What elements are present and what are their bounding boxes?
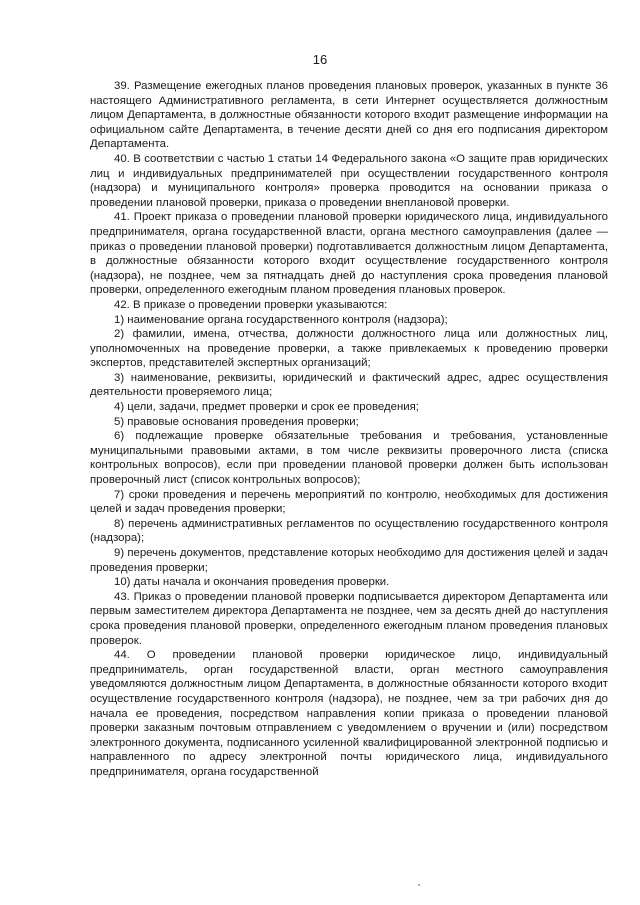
list-item-1: 1) наименование органа государственного контроля (надзора); <box>114 313 448 326</box>
paragraph-41: 41. Проект приказа о проведении плановой проверки юридического лица, индивидуального предпринимателя, органа государственной власти, органа местного самоуправления (далее — приказ о проведении плановой проверки) подготавливается должностным лицом Департамента, в должностные обязанности которого входит осуществление государственного контроля (надзора), не позднее, чем за пятнадцать дней до наступления срока проведения плановой проверки, определенного ежегодным планом проведения плановых проверок. <box>90 211 608 297</box>
list-item-3: 3) наименование, реквизиты, юридический и фактический адрес, адрес осуществления деятельности проверяемого лица; <box>90 371 608 399</box>
list-item-9: 9) перечень документов, представление которых необходимо для достижения целей и задач проведения проверки; <box>90 547 608 574</box>
paragraph-44: 44. О проведении плановой проверки юридическое лицо, индивидуальный предприниматель, орган государственной власти, орган местного самоуправления уведомляются должностным лицом Департамента, в должностные обязанности которого входит осуществление государственного контроля (надзора), не позднее, чем за три рабочих дня до начала ее проведения, посредством направления копии приказа о проведении плановой проверки заказным почтовым отправлением с уведомлением о вручении и (или) посредством электронного документа, подписанного усиленной квалифицированной электронной подписью и направленного по адресу электронной почты юридического лица, индивидуального предпринимателя, органа государственной <box>90 649 608 778</box>
list-item-5: 5) правовые основания проведения проверки; <box>114 415 359 428</box>
list-item-6: 6) подлежащие проверке обязательные требования и требования, установленные муниципальными правовыми актами, в том числе реквизиты проверочного листа (списка контрольных вопросов), если при проведении плановой проверки должен быть использован проверочный лист (список контрольных вопросов); <box>90 430 608 487</box>
list-item-2: 2) фамилии, имена, отчества, должности должностного лица или должностных лиц, уполномоченных на проведение проверки, а также привлекаемых к проведению проверки экспертов, представителей экспертных организаций; <box>90 328 608 370</box>
scan-speck <box>418 884 420 886</box>
page-number: 16 <box>312 52 328 67</box>
list-item-7: 7) сроки проведения и перечень мероприятий по контролю, необходимых для достижения целей и задач проведения проверки; <box>90 488 608 516</box>
paragraph-42: 42. В приказе о проведении проверки указываются: <box>114 298 388 311</box>
list-item-10: 10) даты начала и окончания проведения проверки. <box>114 576 390 589</box>
paragraph-40: 40. В соответствии с частью 1 статьи 14 Федерального закона «О защите прав юридических лиц и индивидуальных предпринимателей при осуществлении государственного контроля (надзора) и муниципального контроля» проверка проводится на основании приказа о проведении плановой проверки, приказа о проведении внеплановой проверки. <box>90 152 608 209</box>
document-body <box>90 79 608 780</box>
paragraph-39: 39. Размещение ежегодных планов проведения плановых проверок, указанных в пункте 36 настоящего Административного регламента, в сети Интернет осуществляется должностным лицом Департамента, в должностные обязанности которого входит размещение информации на официальном сайте Департамента, в течение десяти дней со дня его подписания директором Департамента. <box>90 80 608 151</box>
list-item-4: 4) цели, задачи, предмет проверки и срок ее проведения; <box>114 401 419 414</box>
list-item-8: 8) перечень административных регламентов по осуществлению государственного контроля (надзора); <box>90 517 608 545</box>
paragraph-43: 43. Приказ о проведении плановой проверки подписывается директором Департамента или первым заместителем директора Департамента не позднее, чем за десять дней до наступления срока проведения плановой проверки, определенного ежегодным планом проведения плановых проверок. <box>90 590 608 647</box>
